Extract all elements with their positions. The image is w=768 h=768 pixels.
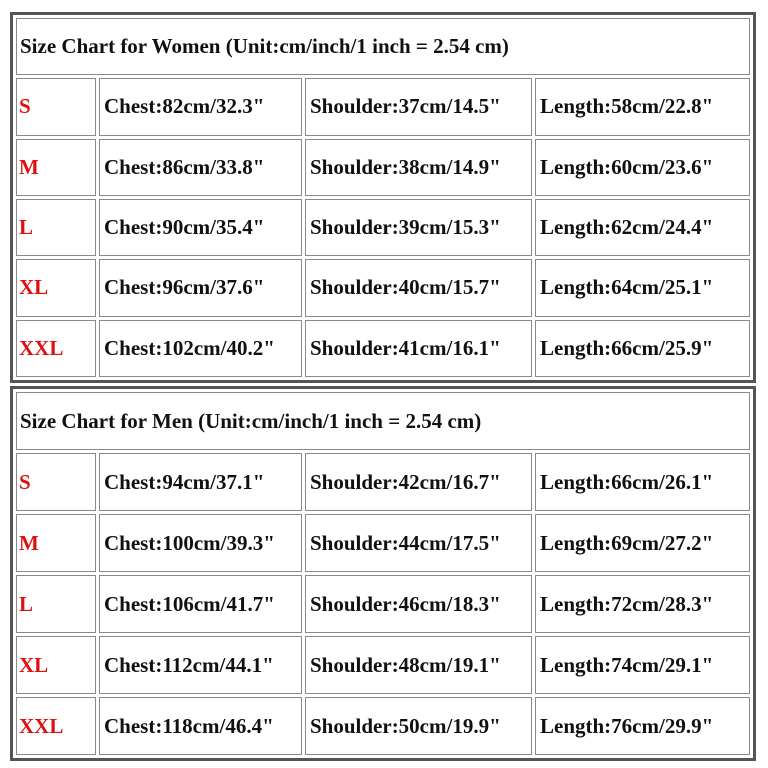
chest-cell: Chest:102cm/40.2" [99, 320, 302, 377]
men-size-table [13, 389, 753, 758]
table-row [16, 636, 750, 694]
men-size-chart [10, 386, 756, 761]
shoulder-cell: Shoulder:50cm/19.9" [305, 697, 532, 755]
size-label: XXL [16, 697, 96, 755]
shoulder-cell: Shoulder:37cm/14.5" [305, 78, 532, 135]
shoulder-cell: Shoulder:39cm/15.3" [305, 199, 532, 256]
length-cell: Length:66cm/25.9" [535, 320, 750, 377]
shoulder-cell: Shoulder:42cm/16.7" [305, 453, 532, 511]
shoulder-cell: Shoulder:41cm/16.1" [305, 320, 532, 377]
chest-cell: Chest:106cm/41.7" [99, 575, 302, 633]
shoulder-cell: Shoulder:46cm/18.3" [305, 575, 532, 633]
women-title-row [16, 18, 750, 75]
size-label: M [16, 139, 96, 196]
men-chart-title: Size Chart for Men (Unit:cm/inch/1 inch = 2.54 cm) [16, 392, 750, 450]
size-label: S [16, 453, 96, 511]
length-cell: Length:58cm/22.8" [535, 78, 750, 135]
chest-cell: Chest:118cm/46.4" [99, 697, 302, 755]
chest-cell: Chest:96cm/37.6" [99, 259, 302, 316]
table-row [16, 514, 750, 572]
shoulder-cell: Shoulder:44cm/17.5" [305, 514, 532, 572]
size-label: L [16, 199, 96, 256]
size-label: L [16, 575, 96, 633]
size-label: M [16, 514, 96, 572]
length-cell: Length:76cm/29.9" [535, 697, 750, 755]
chest-cell: Chest:100cm/39.3" [99, 514, 302, 572]
women-size-chart [10, 12, 756, 383]
length-cell: Length:62cm/24.4" [535, 199, 750, 256]
shoulder-cell: Shoulder:48cm/19.1" [305, 636, 532, 694]
size-label: XXL [16, 320, 96, 377]
length-cell: Length:69cm/27.2" [535, 514, 750, 572]
table-row [16, 78, 750, 135]
table-row [16, 697, 750, 755]
length-cell: Length:64cm/25.1" [535, 259, 750, 316]
men-title-row [16, 392, 750, 450]
length-cell: Length:72cm/28.3" [535, 575, 750, 633]
shoulder-cell: Shoulder:40cm/15.7" [305, 259, 532, 316]
chest-cell: Chest:112cm/44.1" [99, 636, 302, 694]
chest-cell: Chest:94cm/37.1" [99, 453, 302, 511]
women-chart-title: Size Chart for Women (Unit:cm/inch/1 inch = 2.54 cm) [16, 18, 750, 75]
table-row [16, 199, 750, 256]
women-size-table [13, 15, 753, 380]
length-cell: Length:66cm/26.1" [535, 453, 750, 511]
table-row [16, 575, 750, 633]
shoulder-cell: Shoulder:38cm/14.9" [305, 139, 532, 196]
table-row [16, 453, 750, 511]
size-label: XL [16, 259, 96, 316]
table-row [16, 320, 750, 377]
chest-cell: Chest:86cm/33.8" [99, 139, 302, 196]
size-label: XL [16, 636, 96, 694]
length-cell: Length:74cm/29.1" [535, 636, 750, 694]
chest-cell: Chest:90cm/35.4" [99, 199, 302, 256]
table-row [16, 259, 750, 316]
length-cell: Length:60cm/23.6" [535, 139, 750, 196]
size-label: S [16, 78, 96, 135]
table-row [16, 139, 750, 196]
chest-cell: Chest:82cm/32.3" [99, 78, 302, 135]
